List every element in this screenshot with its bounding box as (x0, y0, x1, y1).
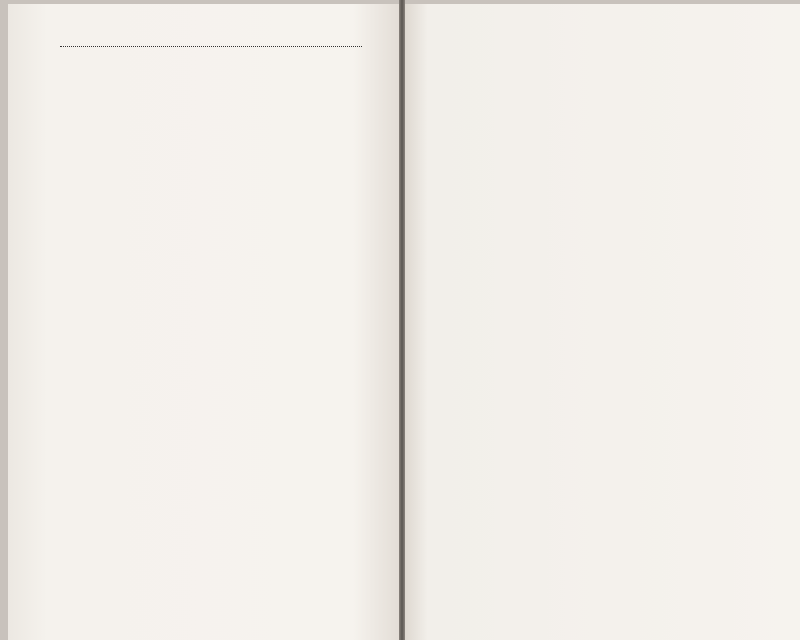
imprint-page (404, 0, 800, 640)
table-of-contents (58, 36, 364, 50)
toc-entry-appendix (58, 46, 364, 50)
left-page (8, 4, 400, 640)
toc-leader-dots (60, 46, 362, 47)
